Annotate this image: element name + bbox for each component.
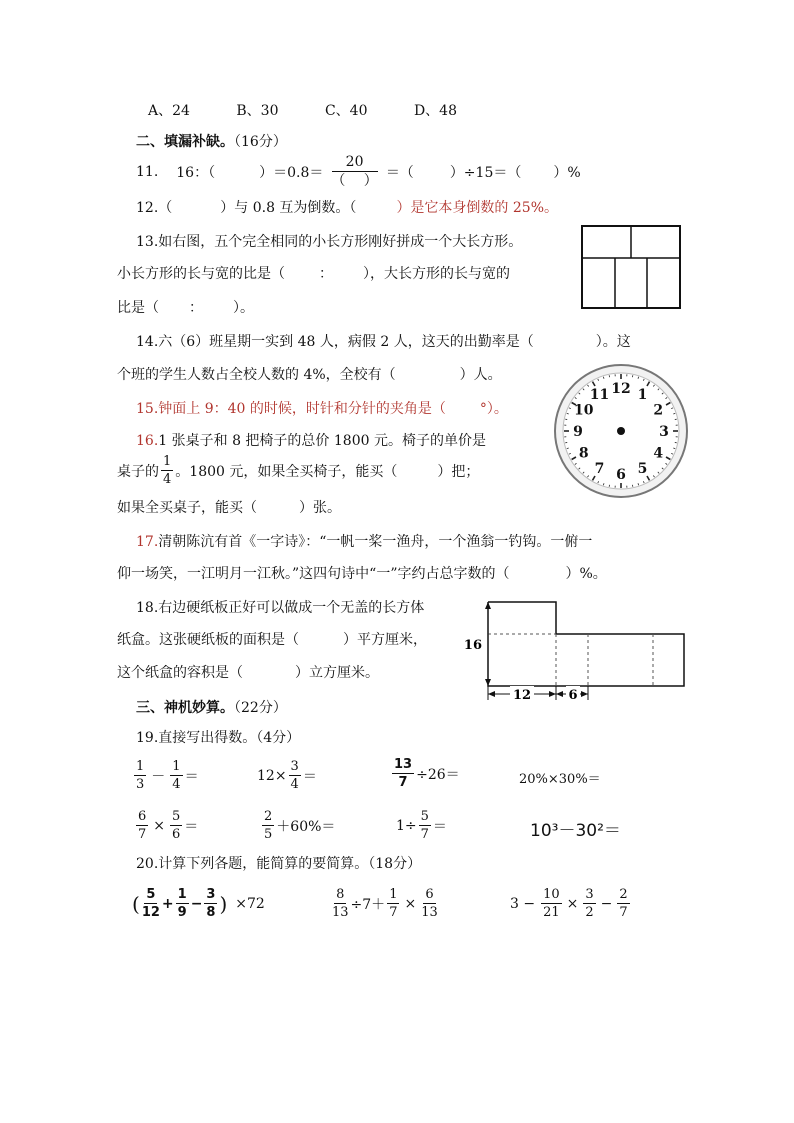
q11-part1: 16：（ bbox=[176, 164, 216, 181]
section3-score: （22分） bbox=[234, 700, 287, 716]
q19-e5-a-den: 7 bbox=[138, 827, 147, 842]
q19-expr-1 bbox=[132, 760, 199, 791]
q20-c2-c-num: 6 bbox=[425, 887, 434, 902]
q19-e5-op: × bbox=[153, 817, 166, 834]
q19-e7-frac bbox=[419, 810, 431, 841]
rectangle-figure bbox=[581, 225, 682, 310]
q13-line2 bbox=[117, 263, 510, 283]
q18-line2b: ）平方厘米， bbox=[343, 632, 427, 648]
clock-number: 11 bbox=[589, 386, 610, 403]
q20-title: 20.计算下列各题，能简算的要简算。（18分） bbox=[136, 856, 422, 872]
q16-line3 bbox=[117, 497, 341, 517]
q20-c2-b-den: 7 bbox=[389, 905, 398, 920]
options-line bbox=[148, 100, 457, 120]
q19-e2-den: 4 bbox=[290, 777, 299, 792]
section2-heading bbox=[136, 131, 287, 151]
option-d: D、48 bbox=[413, 103, 457, 119]
q17-line1: 清朝陈沆有首《一字诗》：“一帆一桨一渔舟，一个渔翁一钓钩。一俯一 bbox=[158, 534, 593, 550]
q19-e1-eq: ＝ bbox=[184, 768, 199, 785]
question-12 bbox=[136, 197, 558, 217]
clock-number: 7 bbox=[594, 461, 605, 478]
question-15 bbox=[136, 398, 508, 418]
q20-c2-c-den: 13 bbox=[421, 905, 438, 920]
q13-line3c: ）。 bbox=[233, 300, 254, 316]
option-b: B、30 bbox=[236, 103, 279, 119]
q16-line3b: ）张。 bbox=[299, 500, 341, 516]
q16-frac-num: 1 bbox=[163, 454, 172, 469]
dim-b-arrow-left bbox=[556, 691, 563, 697]
q19-expr-4: 20%×30%＝ bbox=[519, 772, 601, 787]
section3-title: 三、神机妙算。 bbox=[136, 700, 234, 716]
q13-line2c: ），大长方形的长与宽的 bbox=[363, 266, 510, 282]
label-height: 16 bbox=[463, 638, 482, 653]
q13-line3 bbox=[117, 297, 254, 317]
q19-e5-a-num: 6 bbox=[138, 809, 147, 824]
q16-line2 bbox=[117, 455, 479, 486]
q20-c2-op2: × bbox=[404, 895, 417, 912]
q20-c3-frac-b bbox=[583, 888, 595, 919]
q16-line2a: 桌子的 bbox=[117, 463, 159, 480]
section2-title: 二、填漏补缺。 bbox=[136, 134, 234, 150]
q20-c1-frac-b bbox=[176, 888, 189, 919]
q16-line1 bbox=[136, 430, 486, 450]
q13-line2a: 小长方形的长与宽的比是（ bbox=[117, 266, 285, 282]
q19-e3-frac bbox=[392, 758, 414, 789]
q19-e1-a-num: 1 bbox=[136, 759, 145, 774]
q20-c1-lparen: ( bbox=[132, 891, 140, 916]
q20-c1-b-den: 9 bbox=[177, 905, 187, 920]
q14-line2 bbox=[117, 364, 502, 384]
q20-c2-frac-c bbox=[421, 888, 438, 919]
q19-e1-a-den: 3 bbox=[136, 777, 145, 792]
clock-center-dot bbox=[617, 427, 625, 435]
q18-line3b: ）立方厘米。 bbox=[295, 665, 379, 681]
q17-line2a: 仰一场笑，一江明月一江秋。”这四句诗中“一”字约占总字数的（ bbox=[117, 566, 510, 582]
q20-calc-1 bbox=[132, 888, 265, 919]
q15-text-b: °）。 bbox=[479, 401, 508, 417]
q19-e1-frac-b bbox=[170, 760, 182, 791]
q16-fraction bbox=[161, 455, 173, 486]
q19-e2-num: 3 bbox=[290, 759, 299, 774]
q20-c1-a-den: 12 bbox=[141, 905, 160, 920]
q20-c1-tail: ×72 bbox=[235, 895, 265, 912]
q20-c2-frac-a bbox=[332, 888, 349, 919]
box-net-figure bbox=[463, 596, 690, 706]
q19-e1-b-num: 1 bbox=[172, 759, 181, 774]
q20-c2-a-den: 13 bbox=[332, 905, 349, 920]
q11-part5: ）% bbox=[553, 164, 581, 181]
q12-part2: ）与 0.8 互为倒数。（ bbox=[220, 200, 357, 216]
q19-e1-frac-a bbox=[134, 760, 146, 791]
q19-e5-frac-b bbox=[170, 810, 182, 841]
q18-line3 bbox=[117, 662, 379, 682]
q18-line3a: 这个纸盒的容积是（ bbox=[117, 665, 243, 681]
q19-e1-op: － bbox=[151, 768, 166, 785]
q20-calc-2 bbox=[330, 888, 440, 919]
q20-c2-op1: ÷7＋ bbox=[350, 896, 386, 913]
q14-line2a: 个班的学生人数占全校人数的 4%，全校有（ bbox=[117, 367, 396, 383]
q16-line3a: 如果全买桌子，能买（ bbox=[117, 500, 257, 516]
q19-e3-den: 7 bbox=[398, 775, 408, 790]
clock-number: 5 bbox=[637, 461, 648, 478]
q20-c3-c-den: 7 bbox=[619, 905, 628, 920]
q19-e2-frac bbox=[289, 760, 301, 791]
q17-line2b: ）%。 bbox=[565, 566, 607, 582]
q19-e5-b-den: 6 bbox=[172, 827, 181, 842]
q20-c3-a-num: 10 bbox=[543, 887, 560, 902]
dim-a-arrow-right bbox=[549, 691, 556, 697]
q11-part4: ）÷15＝（ bbox=[449, 164, 522, 181]
q14-line1 bbox=[136, 331, 631, 351]
q20-c2-b-num: 1 bbox=[389, 887, 398, 902]
q19-e2-eq: ＝ bbox=[302, 768, 317, 785]
section2-score: （16分） bbox=[234, 134, 287, 150]
q19-e2-pre: 12× bbox=[257, 767, 287, 784]
q16-line1: 1 张桌子和 8 把椅子的总价 1800 元。椅子的单价是 bbox=[158, 433, 486, 449]
q20-c1-c-den: 8 bbox=[206, 905, 216, 920]
q16-line2b: 。1800 元，如果全买椅子，能买（ bbox=[175, 463, 398, 480]
q12-part1: 12.（ bbox=[136, 200, 173, 216]
clock-number: 1 bbox=[637, 386, 648, 403]
q18-line2a: 纸盒。这张硬纸板的面积是（ bbox=[117, 632, 299, 648]
option-c: C、40 bbox=[324, 103, 368, 119]
q20-c1-frac-c bbox=[204, 888, 217, 919]
q13-line2b: ： bbox=[319, 266, 333, 282]
q19-e7-den: 7 bbox=[420, 827, 429, 842]
q19-e3-rest: ÷26＝ bbox=[416, 766, 460, 783]
q20-c2-a-num: 8 bbox=[336, 887, 345, 902]
q19-e3-num: 13 bbox=[394, 757, 413, 772]
q20-c3-pre: 3 − bbox=[510, 895, 536, 912]
dim-a-arrow-left bbox=[488, 691, 495, 697]
height-arrow-top bbox=[485, 602, 491, 609]
height-arrow-bottom bbox=[485, 679, 491, 686]
q11-frac-num: 20 bbox=[332, 155, 378, 172]
label-dim-b: 6 bbox=[568, 688, 578, 703]
q20-c2-frac-b bbox=[387, 888, 399, 919]
q20-c1-frac-a bbox=[142, 888, 160, 919]
q20-calc-3 bbox=[510, 888, 632, 919]
q20-c1-b-num: 1 bbox=[177, 887, 187, 902]
q11-part3: ＝（ bbox=[385, 164, 414, 181]
q19-e5-frac-a bbox=[136, 810, 148, 841]
q20-c1-op1: + bbox=[161, 895, 174, 912]
q13-line1: 13.如右图，五个完全相同的小长方形刚好拼成一个大长方形。 bbox=[136, 234, 523, 250]
q11-frac-den: （ ） bbox=[331, 173, 378, 189]
q19-e7-num: 5 bbox=[420, 809, 429, 824]
q11-part2: ）＝0.8＝ bbox=[259, 164, 324, 181]
q11-num: 11. bbox=[136, 163, 159, 180]
q19-e1-b-den: 4 bbox=[172, 777, 181, 792]
q19-e7-pre: 1÷ bbox=[396, 817, 417, 834]
clock-number: 10 bbox=[574, 402, 594, 419]
q20-c3-b-den: 2 bbox=[585, 905, 594, 920]
label-dim-a: 12 bbox=[512, 688, 532, 703]
q20-c3-op2: − bbox=[600, 895, 613, 912]
q20-c1-op2: − bbox=[190, 895, 203, 912]
option-a: A、24 bbox=[148, 103, 190, 119]
clock-number: 4 bbox=[653, 445, 664, 462]
q13-line3a: 比是（ bbox=[117, 300, 159, 316]
q19-e6-num: 2 bbox=[264, 809, 273, 824]
q11-fraction bbox=[331, 155, 377, 188]
q16-line2c: ）把； bbox=[437, 463, 480, 480]
q15-text-a: 15.钟面上 9：40 的时候，时针和分针的夹角是（ bbox=[136, 401, 446, 417]
question-11 bbox=[136, 155, 581, 188]
q13-line3b: ： bbox=[189, 300, 203, 316]
clock-number: 12 bbox=[611, 381, 631, 397]
q12-part3: ）是它本身倒数的 25%。 bbox=[396, 200, 559, 216]
q17-line2 bbox=[117, 563, 607, 583]
q18-line2 bbox=[117, 629, 427, 649]
q19-expr-6 bbox=[260, 810, 335, 841]
q17-line1 bbox=[136, 531, 592, 551]
q14-line1b: ）。这 bbox=[595, 334, 631, 350]
clock-number: 2 bbox=[653, 402, 664, 419]
q17-num: 17. bbox=[136, 534, 159, 550]
q19-expr-5 bbox=[134, 810, 198, 841]
q20-c3-frac-c bbox=[617, 888, 629, 919]
q20-c3-b-num: 3 bbox=[585, 887, 594, 902]
q20-c1-a-num: 5 bbox=[146, 887, 156, 902]
q19-expr-3 bbox=[390, 758, 460, 789]
section3-heading bbox=[136, 697, 287, 717]
q19-e7-eq: ＝ bbox=[432, 818, 447, 835]
clock-number: 3 bbox=[659, 424, 669, 440]
dim-b-arrow-right bbox=[581, 691, 588, 697]
q14-line2b: ）人。 bbox=[459, 367, 502, 383]
clock-face bbox=[553, 363, 689, 499]
clock-number: 9 bbox=[573, 424, 583, 440]
q20-c3-a-den: 21 bbox=[543, 905, 560, 920]
q19-expr-8: 10³－30²＝ bbox=[530, 821, 621, 841]
q18-line1: 18.右边硬纸板正好可以做成一个无盖的长方体 bbox=[136, 600, 425, 616]
q16-num: 16. bbox=[136, 433, 159, 449]
q14-line1a: 14.六（6）班星期一实到 48 人，病假 2 人，这天的出勤率是（ bbox=[136, 334, 534, 350]
clock-number: 8 bbox=[578, 445, 589, 462]
clock-number: 6 bbox=[616, 467, 626, 483]
q16-frac-den: 4 bbox=[163, 472, 172, 487]
q19-e6-den: 5 bbox=[264, 827, 273, 842]
q19-expr-7 bbox=[396, 810, 447, 841]
q20-c3-c-num: 2 bbox=[619, 887, 628, 902]
q19-title: 19.直接写出得数。（4分） bbox=[136, 730, 301, 746]
q20-c1-rparen: ) bbox=[219, 891, 228, 916]
q19-e6-frac bbox=[262, 810, 274, 841]
q19-expr-2 bbox=[257, 760, 317, 791]
q19-e5-eq: ＝ bbox=[184, 818, 199, 835]
net-outline bbox=[488, 602, 684, 686]
q20-c3-frac-a bbox=[541, 888, 562, 919]
q19-e6-rest: ＋60%＝ bbox=[276, 818, 336, 835]
q20-c3-op1: × bbox=[566, 895, 579, 912]
q20-c1-c-num: 3 bbox=[206, 887, 216, 902]
q19-e5-b-num: 5 bbox=[172, 809, 181, 824]
